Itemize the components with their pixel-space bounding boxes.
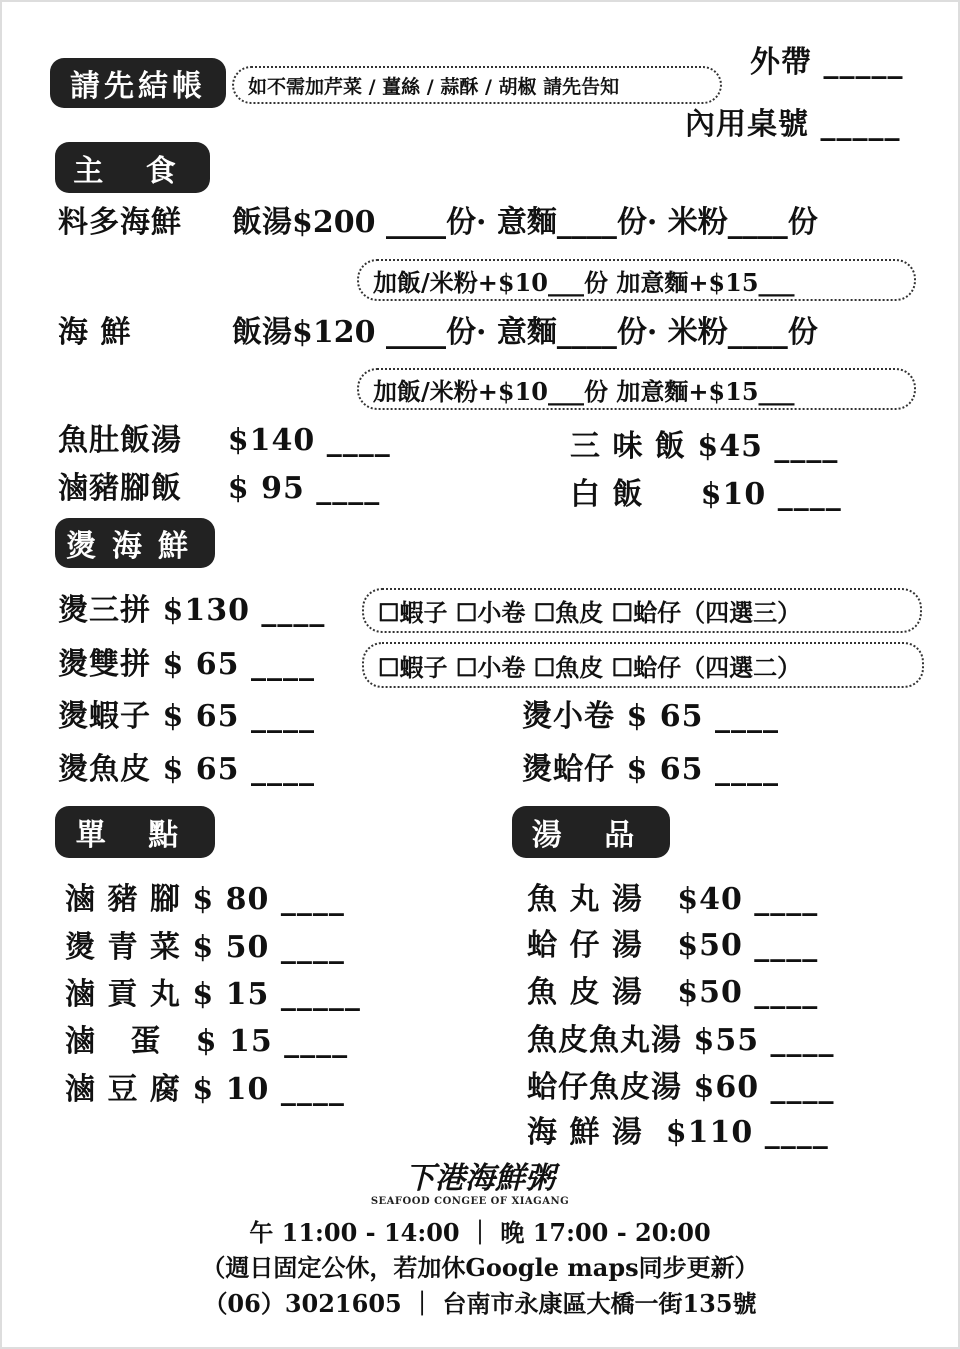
logo: 下港海鮮粥 xyxy=(405,1161,555,1196)
combo-choices: ☐蝦子 ☐小卷 ☐魚皮 ☐蛤仔（四選三） xyxy=(362,588,922,633)
addon-box: 加飯/米粉+$10___份 加意麵+$15___ xyxy=(357,259,916,301)
note-box: 如不需加芹菜 / 薑絲 / 蒜酥 / 胡椒 請先告知 xyxy=(232,66,722,104)
menu-item: 滷豬腳飯 $ 95 ____ xyxy=(58,471,381,506)
side-item: 滷 豆 腐 $ 10 ____ xyxy=(65,1072,345,1107)
row-name: 料多海鮮 xyxy=(58,205,182,240)
addon-box: 加飯/米粉+$10___份 加意麵+$15___ xyxy=(357,368,916,410)
table-number-field: 內用桌號 _____ xyxy=(685,107,901,142)
side-badge: 單 點 xyxy=(55,806,215,858)
combo-name: 燙三拼 $130 ____ xyxy=(58,593,326,628)
menu-item: 燙魚皮 $ 65 ____ xyxy=(58,752,315,787)
row-name: 海 鮮 xyxy=(58,315,132,350)
menu-item: 燙蝦子 $ 65 ____ xyxy=(58,699,315,734)
soup-badge: 湯 品 xyxy=(512,806,670,858)
side-item: 滷 豬 腳 $ 80 ____ xyxy=(65,882,345,917)
combo-choices: ☐蝦子 ☐小卷 ☐魚皮 ☐蛤仔（四選二） xyxy=(362,642,924,688)
main-badge: 主 食 xyxy=(55,142,210,193)
soup-item: 蛤 仔 湯 $50 ____ xyxy=(527,928,819,963)
row-options: 飯湯$120 ____份· 意麵____份· 米粉____份 xyxy=(232,315,818,350)
combo-name: 燙雙拼 $ 65 ____ xyxy=(58,647,315,682)
logo-subtitle: SEAFOOD CONGEE OF XIAGANG xyxy=(370,1196,570,1207)
contact: （06）3021605 ｜ 台南市永康區大橋一街135號 xyxy=(203,1289,757,1318)
side-item: 滷 貢 丸 $ 15 _____ xyxy=(65,977,361,1012)
soup-item: 魚皮魚丸湯 $55 ____ xyxy=(527,1023,835,1058)
menu-item: 燙蛤仔 $ 65 ____ xyxy=(522,752,779,787)
row-options: 飯湯$200 ____份· 意麵____份· 米粉____份 xyxy=(232,205,818,240)
menu-item: 三 味 飯 $45 ____ xyxy=(570,429,839,464)
blanched-badge: 燙海鮮 xyxy=(55,518,215,568)
checkout-badge: 請先結帳 xyxy=(50,58,226,108)
hours: 午 11:00 - 14:00 ｜ 晚 17:00 - 20:00 xyxy=(249,1218,711,1247)
closed-note: （週日固定公休，若加休Google maps同步更新） xyxy=(201,1253,759,1282)
menu-item: 燙小卷 $ 65 ____ xyxy=(522,699,779,734)
menu-item: 白 飯 $10 ____ xyxy=(570,477,842,512)
soup-item: 海 鮮 湯 $110 ____ xyxy=(527,1115,829,1150)
soup-item: 蛤仔魚皮湯 $60 ____ xyxy=(527,1070,835,1105)
side-item: 滷 蛋 $ 15 ____ xyxy=(65,1024,349,1059)
menu-item: 魚肚飯湯 $140 ____ xyxy=(58,423,391,458)
soup-item: 魚 丸 湯 $40 ____ xyxy=(527,882,819,917)
side-item: 燙 青 菜 $ 50 ____ xyxy=(65,930,345,965)
soup-item: 魚 皮 湯 $50 ____ xyxy=(527,975,819,1010)
takeout-field: 外帶 _____ xyxy=(750,45,904,80)
